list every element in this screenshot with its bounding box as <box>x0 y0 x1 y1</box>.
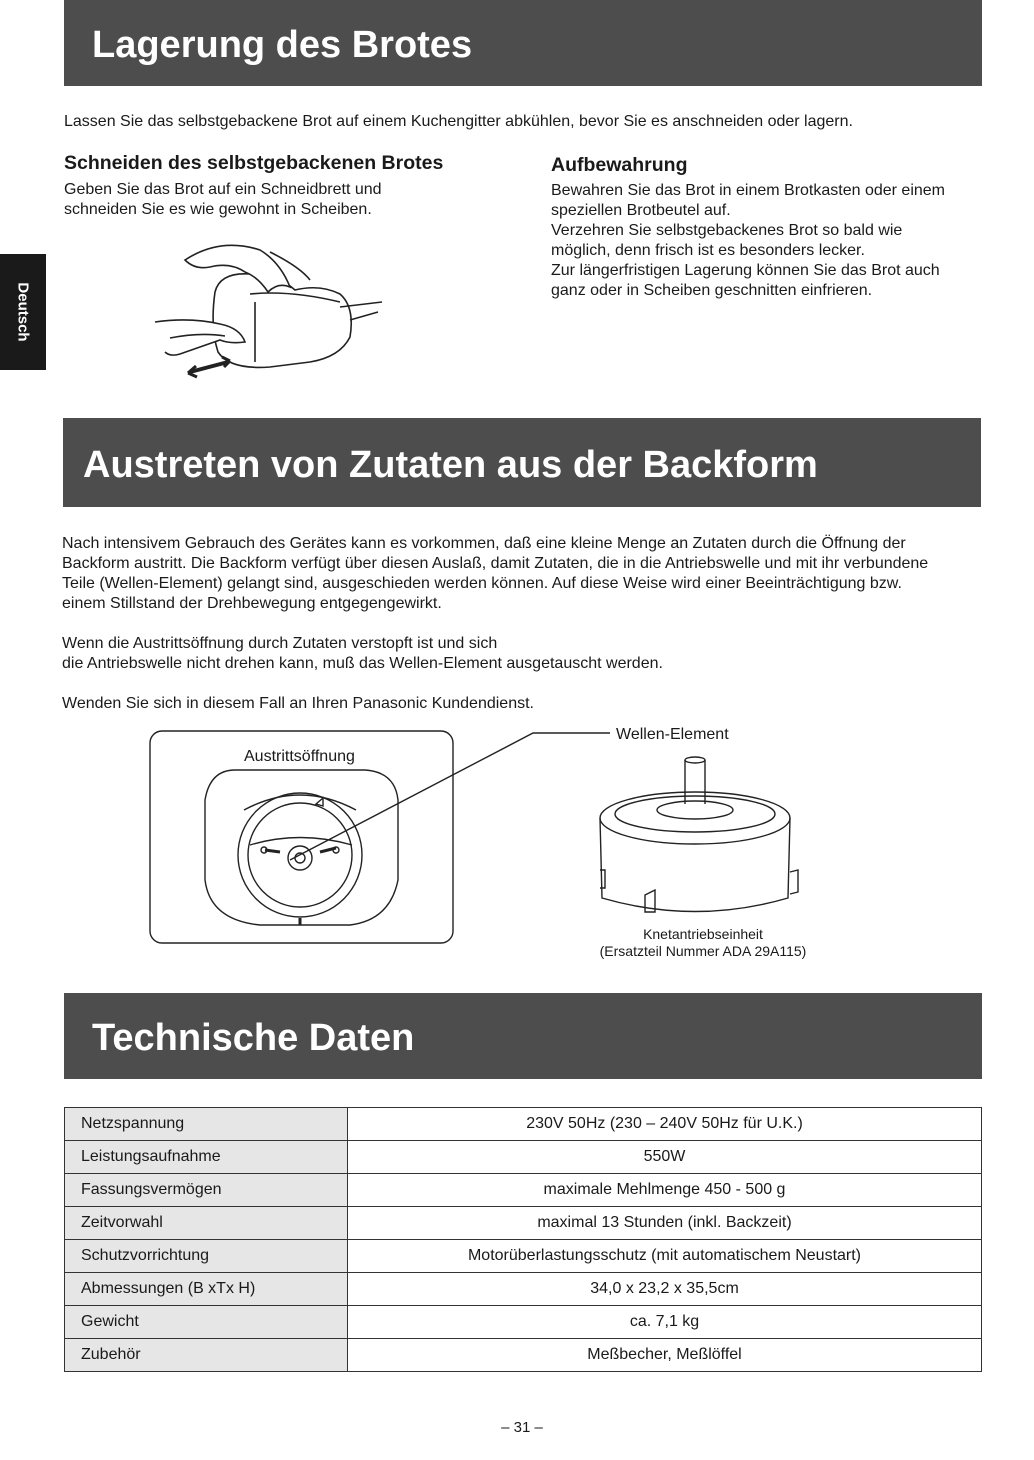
section-banner-leak <box>63 418 981 507</box>
spec-key: Netzspannung <box>65 1108 348 1141</box>
storage-line-4: möglich, denn frisch ist es besonders lecker. <box>551 242 865 259</box>
page-number: – 31 – <box>501 1419 543 1436</box>
spec-key: Schutzvorrichtung <box>65 1240 348 1273</box>
storage-line-6: ganz oder in Scheiben geschnitten einfrieren. <box>551 282 873 299</box>
table-row <box>65 1141 982 1174</box>
table-row <box>65 1108 982 1141</box>
table-row <box>65 1174 982 1207</box>
language-tab <box>0 254 46 370</box>
leak-para1-line1: Nach intensivem Gebrauch des Gerätes kann es vorkommen, daß eine kleine Menge an Zutaten durch die Öffnung der <box>62 535 906 552</box>
drive-unit-caption-2: (Ersatzteil Nummer ADA 29A115) <box>599 943 807 959</box>
label-outlet-opening: Austrittsöffnung <box>244 748 355 765</box>
spec-key: Fassungsvermögen <box>65 1174 348 1207</box>
storage-heading: Aufbewahrung <box>551 154 688 176</box>
cutting-line-1: Geben Sie das Brot auf ein Schneidbrett und <box>64 181 382 198</box>
storage-line-3: Verzehren Sie selbstgebackenes Brot so bald wie <box>551 222 903 239</box>
spec-value: 230V 50Hz (230 – 240V 50Hz für U.K.) <box>348 1108 982 1141</box>
cutting-line-2: schneiden Sie es wie gewohnt in Scheiben. <box>64 201 372 218</box>
section-banner-specs <box>64 993 982 1079</box>
section-title-leak: Austreten von Zutaten aus der Backform <box>83 444 818 486</box>
table-row <box>65 1273 982 1306</box>
leak-para3: Wenden Sie sich in diesem Fall an Ihren Panasonic Kundendienst. <box>62 695 534 712</box>
storage-line-1: Bewahren Sie das Brot in einem Brotkasten oder einem <box>551 182 945 199</box>
spec-key: Abmessungen (B xTx H) <box>65 1273 348 1306</box>
section-title-storage: Lagerung des Brotes <box>92 24 473 66</box>
spec-key: Zeitvorwahl <box>65 1207 348 1240</box>
spec-table <box>64 1107 982 1372</box>
label-shaft-element: Wellen-Element <box>616 726 729 743</box>
spec-value: 550W <box>348 1141 982 1174</box>
cutting-heading: Schneiden des selbstgebackenen Brotes <box>64 152 444 174</box>
spec-value: maximale Mehlmenge 450 - 500 g <box>348 1174 982 1207</box>
leak-para1-line4: einem Stillstand der Drehbewegung entgegengewirkt. <box>62 595 442 612</box>
spec-key: Zubehör <box>65 1339 348 1372</box>
table-row <box>65 1207 982 1240</box>
section-title-specs: Technische Daten <box>92 1017 415 1059</box>
leak-para1-line2: Backform austritt. Die Backform verfügt über diesen Auslaß, damit Zutaten, die in die Antriebswelle und mit ihr verbundene <box>62 555 929 572</box>
storage-line-5: Zur längerfristigen Lagerung können Sie das Brot auch <box>551 262 940 279</box>
table-row <box>65 1339 982 1372</box>
spec-value: Meßbecher, Meßlöffel <box>348 1339 982 1372</box>
table-row <box>65 1306 982 1339</box>
spec-value: ca. 7,1 kg <box>348 1306 982 1339</box>
spec-value: Motorüberlastungsschutz (mit automatischem Neustart) <box>348 1240 982 1273</box>
section-banner-storage <box>64 0 982 86</box>
drive-unit-caption-1: Knetantriebseinheit <box>643 926 763 942</box>
leak-para2-line2: die Antriebswelle nicht drehen kann, muß das Wellen-Element ausgetauscht werden. <box>62 655 663 672</box>
storage-line-2: speziellen Brotbeutel auf. <box>551 202 731 219</box>
spec-value: 34,0 x 23,2 x 35,5cm <box>348 1273 982 1306</box>
table-row <box>65 1240 982 1273</box>
leak-para2-line1: Wenn die Austrittsöffnung durch Zutaten verstopft ist und sich <box>62 635 498 652</box>
spec-key: Leistungsaufnahme <box>65 1141 348 1174</box>
spec-value: maximal 13 Stunden (inkl. Backzeit) <box>348 1207 982 1240</box>
storage-intro: Lassen Sie das selbstgebackene Brot auf einem Kuchengitter abkühlen, bevor Sie es anschneiden oder lagern. <box>64 113 853 130</box>
spec-key: Gewicht <box>65 1306 348 1339</box>
leak-para1-line3: Teile (Wellen-Element) gelangt sind, ausgeschieden werden können. Auf diese Weise wird einer Beeinträchtigung bzw. <box>62 575 902 592</box>
bread-cutting-illustration <box>150 232 390 380</box>
language-tab-label: Deutsch <box>14 282 32 342</box>
